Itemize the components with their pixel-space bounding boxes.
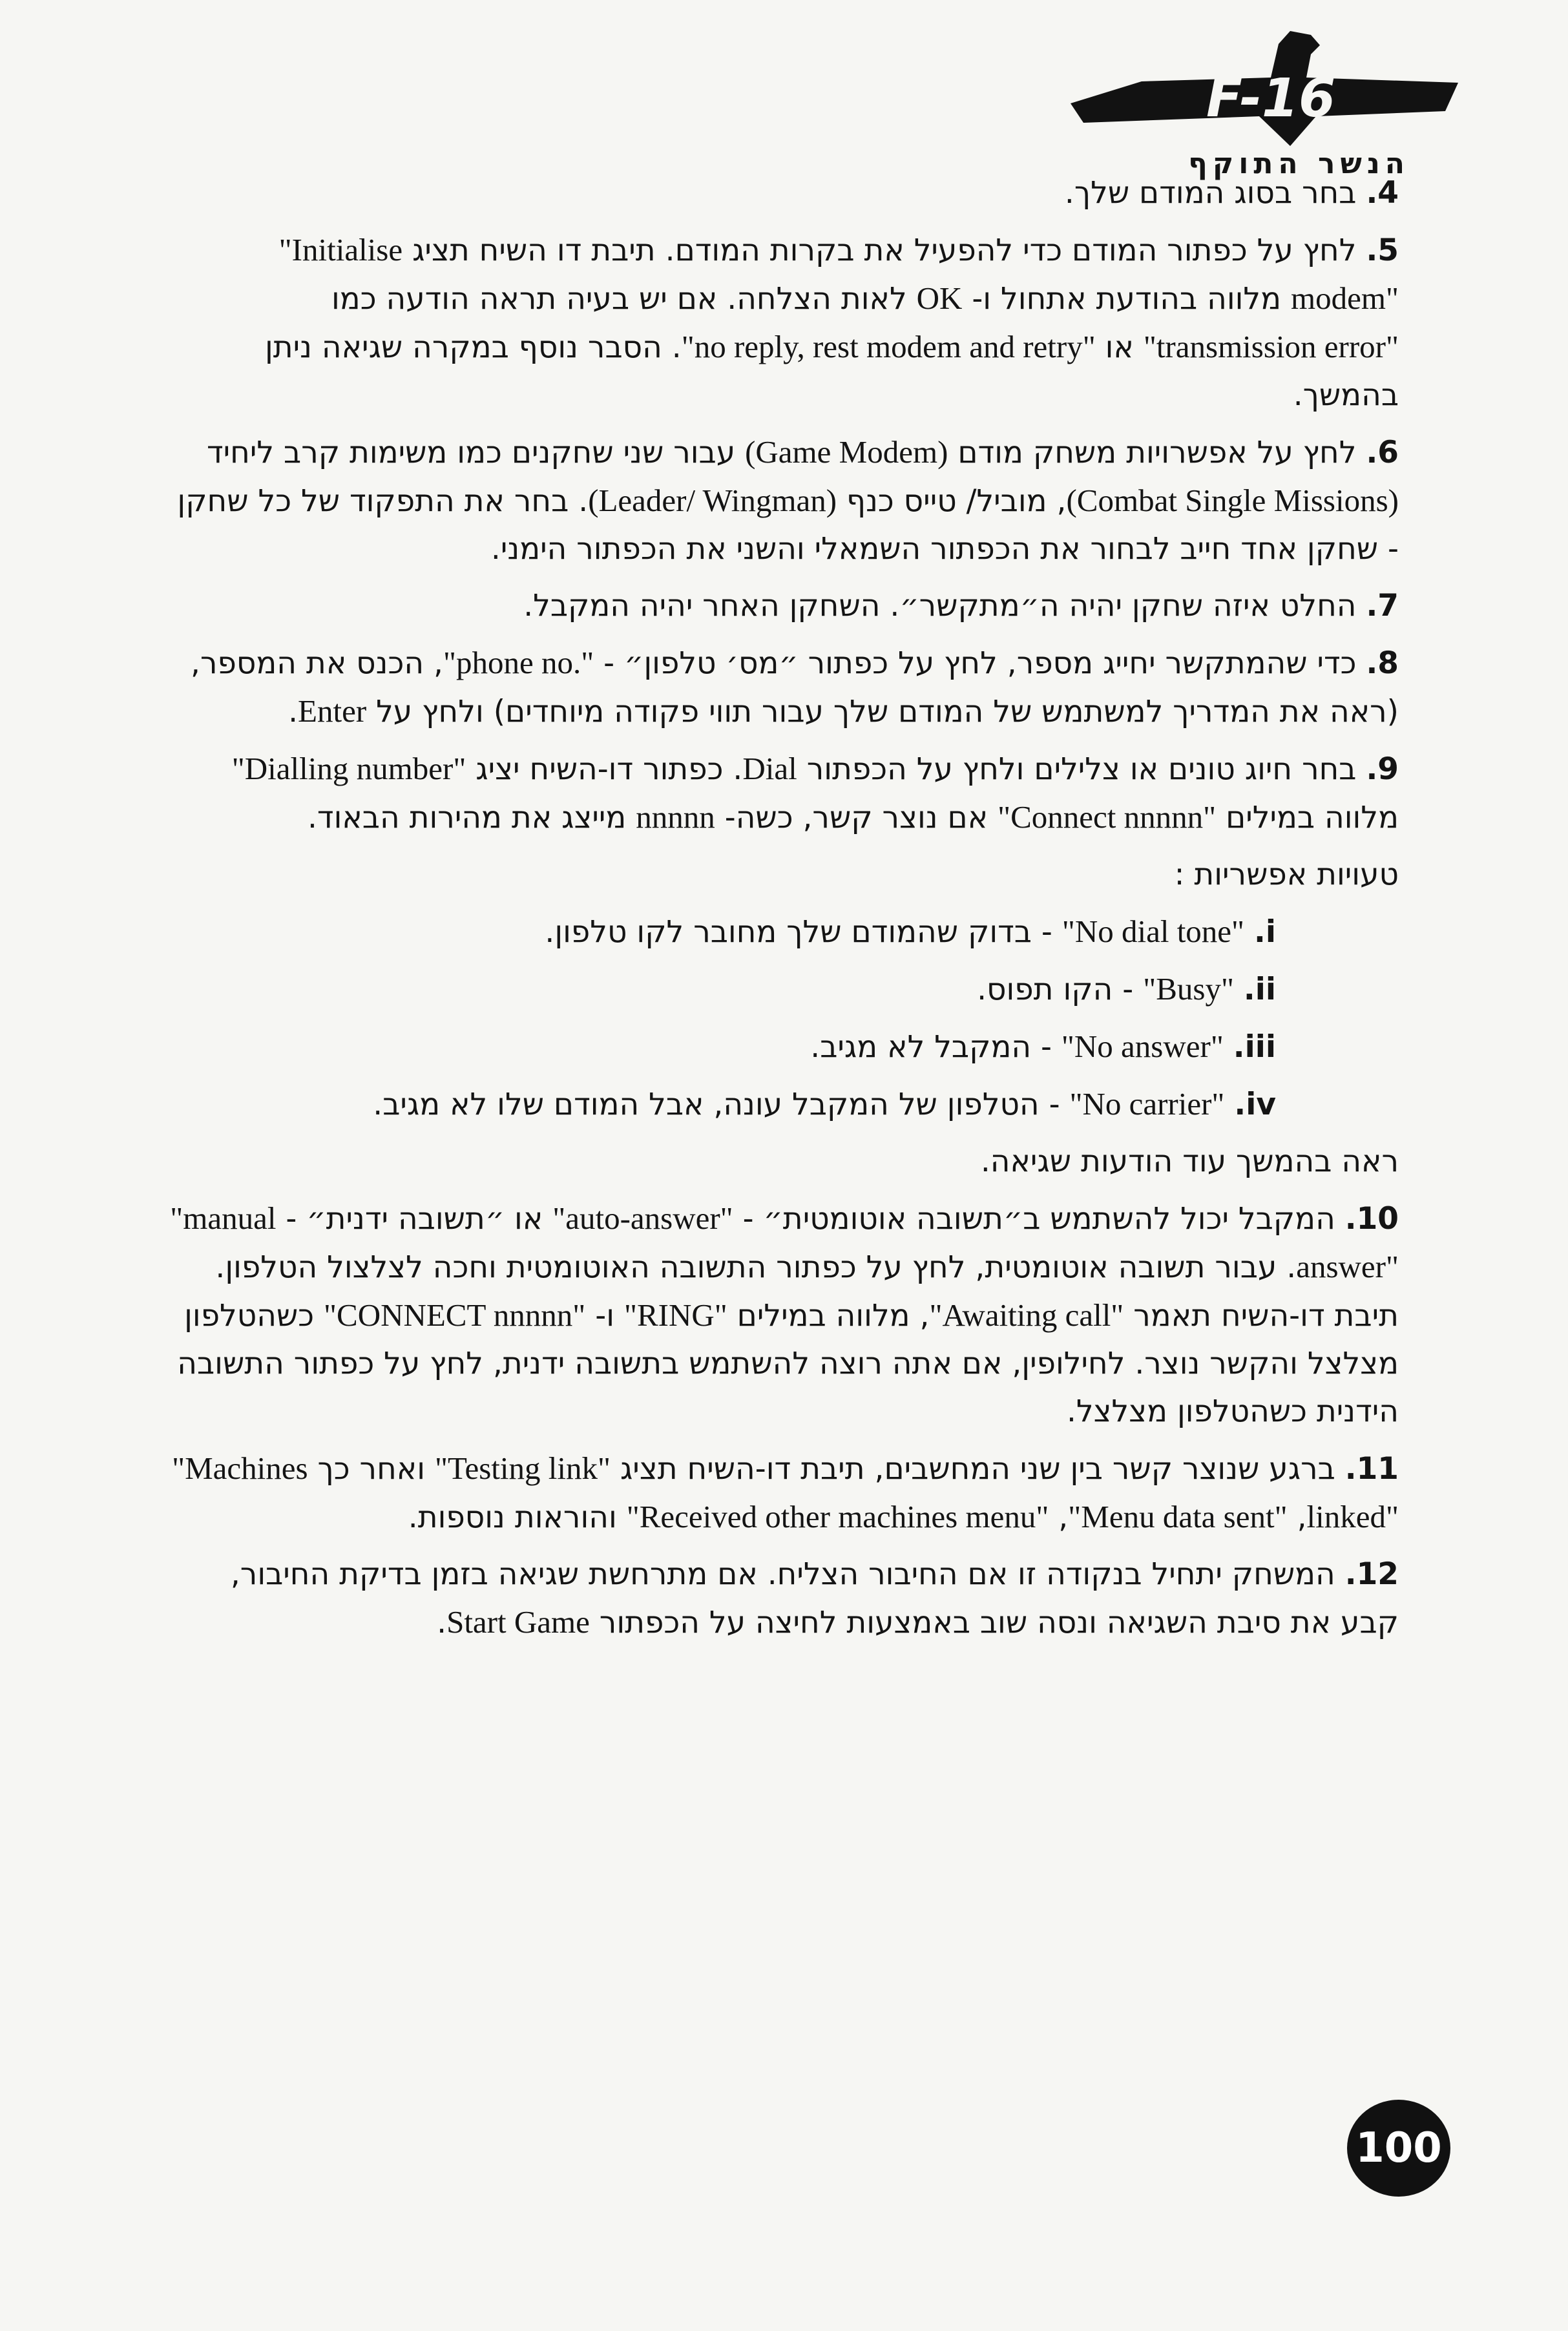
instruction-item-text: . עבור תשובה אוטומטית, לחץ על כפתור התשובה האוטומטית וחכה לצלצול הטלפון. תיבת דו-השיח תאמר [215, 1249, 1399, 1333]
error-item-text: "No carrier" [1069, 1086, 1225, 1122]
instruction-item-text: "Testing link" [434, 1450, 611, 1486]
instruction-item-text: "phone no." [443, 645, 594, 680]
instruction-item-text: מלווה בהודעת אתחול ו- [962, 281, 1291, 317]
logo-subtitle: הנשר התוקף [1188, 147, 1410, 180]
eagle-f16-logo-icon [1058, 26, 1471, 158]
instruction-item-text: , הכנס את המספר, (ראה את המדריך למשתמש של המודם שלך עבור תווי פקודה מיוחדים) ולחץ על [191, 645, 1399, 729]
svg-text:F-16: F-16 [1206, 68, 1336, 129]
instruction-item [165, 582, 1399, 630]
instruction-item-text: עבור שני שחקנים כמו משימות קרב ליחיד [206, 435, 746, 470]
instruction-item-text: Dial [742, 751, 797, 786]
instruction-item-text: כשהטלפון מצלצל והקשר נוצר. לחילופין, אם אתה רוצה להשתמש בתשובה ידנית, לחץ על כפתור התשובה הידנית כשהטלפון מצלצל. [177, 1298, 1399, 1429]
instruction-item-text: , [1049, 1500, 1069, 1535]
instruction-item-text: ו- [585, 1298, 624, 1333]
instruction-item-text: . כפתור דו-השיח יציג [466, 751, 743, 787]
error-item-text: - בדוק שהמודם שלך מחובר לקו טלפון. [545, 914, 1062, 950]
instruction-item-text: בחר חיוג טונים או צלילים ולחץ על הכפתור [797, 751, 1357, 787]
instruction-item-text: "RING" [623, 1297, 727, 1333]
instruction-item-text: "Menu data sent" [1068, 1499, 1288, 1534]
instruction-item-number: 9. [1366, 751, 1399, 787]
errors-footer: ראה בהמשך עוד הודעות שגיאה. [980, 1144, 1399, 1179]
instruction-item-text: מלווה במילים [1216, 800, 1399, 835]
instruction-item-number: 12. [1344, 1556, 1399, 1592]
instruction-item-text: אם נוצר קשר, כשה- [715, 800, 998, 835]
instruction-item-text: . [288, 694, 298, 729]
instruction-item-text: החלט איזה שחקן יהיה ה״מתקשר״. השחקן האחר יהיה המקבל. [523, 588, 1357, 623]
instruction-item-text: , מלווה במילים [727, 1298, 930, 1333]
error-item-number: ii. [1243, 972, 1276, 1007]
instruction-item [165, 226, 1399, 419]
instruction-item-text: "Dialling number" [231, 751, 466, 786]
instruction-item-text: , מוביל/ טייס כנף [837, 483, 1067, 519]
instruction-item-text: "CONNECT nnnnn" [324, 1297, 586, 1333]
error-item-number: iii. [1233, 1029, 1276, 1065]
instruction-item-text: או [1095, 329, 1144, 365]
instruction-item-number: 10. [1344, 1201, 1399, 1237]
error-item-number: iv. [1234, 1087, 1276, 1122]
instruction-item-number: 7. [1366, 588, 1399, 623]
errors-title: טעויות אפשריות : [1174, 857, 1399, 892]
instruction-item-text: והוראות נוספות. [408, 1500, 627, 1535]
instruction-item-text: "Received other machines menu" [626, 1499, 1049, 1534]
instruction-item-text: ואחר כך [308, 1451, 435, 1487]
page-number: 100 [1347, 2100, 1450, 2197]
instruction-item-text: "auto-answer" [552, 1200, 733, 1236]
f16-logo [1058, 26, 1471, 184]
instruction-item [165, 1445, 1399, 1542]
instruction-item-text: מייצג את מהירות הבאוד. [307, 800, 636, 835]
instruction-item-text: (Combat Single Missions) [1066, 483, 1399, 518]
instruction-item [165, 1551, 1399, 1647]
instructions-body [165, 169, 1399, 1656]
instruction-item-text: לאות הצלחה. אם יש בעיה תראה הודעה כמו [331, 281, 917, 317]
instruction-item-text: (Leader/ Wingman) [588, 483, 837, 518]
error-item-text: - הטלפון של המקבל עונה, אבל המודם שלו לא מגיב. [373, 1087, 1070, 1122]
errors-list [165, 908, 1399, 1129]
error-item [165, 908, 1399, 956]
instruction-item-text: . [437, 1605, 447, 1640]
instruction-item [165, 1195, 1399, 1436]
instruction-item-text: לחץ על כפתור המודם כדי להפעיל את בקרות המודם. תיבת דו השיח תציג [402, 233, 1357, 268]
instruction-item-text: , [1287, 1500, 1307, 1535]
instruction-item-text: או ״תשובה ידנית״ - [276, 1201, 553, 1237]
instruction-item-text: (Game Modem) [745, 434, 948, 470]
instruction-list-continued [165, 1195, 1399, 1647]
instruction-item-text: nnnnn [636, 799, 715, 835]
instruction-list [165, 169, 1399, 842]
instruction-item-number: 6. [1366, 435, 1399, 470]
instruction-item-text: Start Game [446, 1604, 590, 1640]
instruction-item-text: המקבל יכול להשתמש ב״תשובה אוטומטית״ - [733, 1201, 1335, 1237]
instruction-item [165, 169, 1399, 217]
instruction-item-number: 4. [1366, 175, 1399, 211]
instruction-item-text: "no reply, rest modem and retry" [681, 329, 1096, 364]
instruction-item-number: 5. [1366, 233, 1399, 268]
instruction-item-text: "Connect nnnnn" [998, 799, 1217, 835]
error-item-text: "No dial tone" [1061, 914, 1245, 949]
error-item-number: i. [1254, 914, 1276, 950]
instruction-item-text: ברגע שנוצר קשר בין שני המחשבים, תיבת דו-השיח תציג [611, 1451, 1335, 1487]
instruction-item-number: 8. [1366, 645, 1399, 681]
instruction-item-text: "Awaiting call" [929, 1297, 1124, 1333]
error-item-text: "Busy" [1143, 971, 1234, 1007]
instruction-item-text: בחר בסוג המודם שלך. [1064, 175, 1357, 211]
instruction-item-text: כדי שהמתקשר יחייג מספר, לחץ על כפתור ״מס׳ טלפון״ - [594, 645, 1357, 681]
error-item-text: - המקבל לא מגיב. [810, 1029, 1061, 1065]
instruction-item-text: . בחר את התפקוד של כל שחקן - שחקן אחד חייב לבחור את הכפתור השמאלי והשני את הכפתור הימני. [177, 483, 1399, 567]
instruction-item-text: Enter [298, 693, 367, 729]
error-item [165, 965, 1399, 1014]
instruction-item-text: לחץ על אפשרויות משחק מודם [948, 435, 1357, 470]
instruction-item-number: 11. [1344, 1451, 1399, 1487]
instruction-item-text: "Initialise modem" [278, 232, 1399, 316]
instruction-item-text: . הסבר נוסף במקרה שגיאה ניתן בהמשך. [264, 329, 1399, 413]
error-item-text: "No answer" [1061, 1029, 1224, 1064]
error-item-text: - הקו תפוס. [977, 972, 1144, 1007]
instruction-item-text: "manual answer" [170, 1200, 1399, 1284]
error-item [165, 1023, 1399, 1071]
instruction-item [165, 428, 1399, 573]
instruction-item-text: המשחק יתחיל בנקודה זו אם החיבור הצליח. אם מתרחשת שגיאה בזמן בדיקת החיבור, קבע את סיבת השגיאה ונסה שוב באמצעות לחיצה על הכפתור [230, 1556, 1399, 1640]
instruction-item-text: "Machines linked" [172, 1450, 1399, 1534]
error-item [165, 1080, 1399, 1129]
instruction-item-text: OK [916, 280, 963, 316]
instruction-item-text: "transmission error" [1143, 329, 1399, 364]
instruction-item [165, 639, 1399, 736]
instruction-item [165, 745, 1399, 842]
